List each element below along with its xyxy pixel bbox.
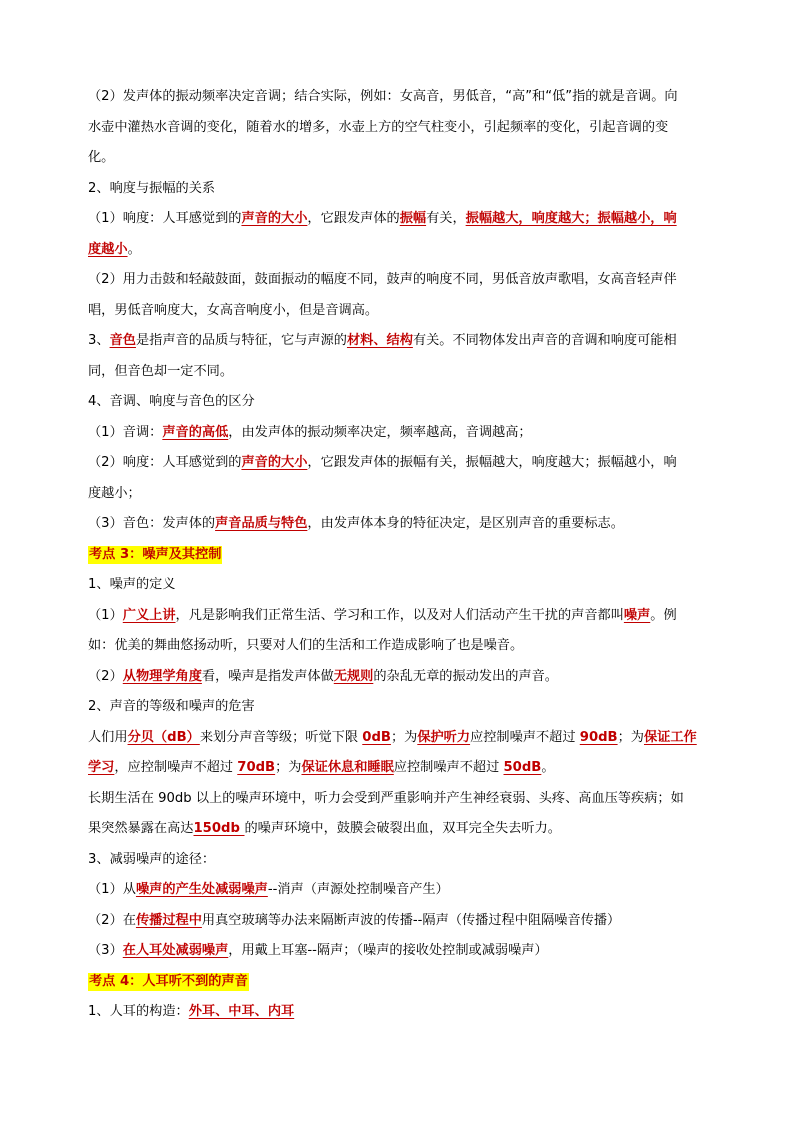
keyword: 无规则: [333, 668, 374, 684]
text: ，应控制噪声不超过: [114, 760, 238, 775]
levels-line-1: [88, 723, 710, 754]
keyword: 声音的高低: [162, 424, 229, 440]
text: （2）响度：人耳感觉到的: [88, 455, 242, 470]
text: （1）音调：: [88, 424, 163, 440]
diff-line-2: [88, 448, 710, 479]
timbre-line-2: 同，但音色却一定不同。: [88, 363, 234, 379]
keyword: 学习: [88, 760, 115, 775]
loudness-line-3: （2）用力击鼓和轻敲鼓面，鼓面振动的幅度不同，鼓声的响度不同，男低音放声歌唱，女高音轻声伴: [88, 272, 677, 287]
text: 应控制噪声不超过: [470, 729, 580, 745]
reduce-line-3: [88, 936, 710, 967]
noise-def-line-1: [88, 601, 710, 632]
text: （3）: [88, 943, 123, 958]
text: 来划分声音等级；听觉下限: [199, 729, 363, 745]
text: 。例: [650, 607, 677, 623]
text: ，它跟发声体的: [307, 211, 400, 226]
text: ，由发声体本身的特征决定，是区别声音的重要标志。: [307, 516, 624, 531]
text: 有关。不同物体发出声音的音调和响度可能相: [412, 333, 677, 348]
pitch-para-line-2: 水壶中灌热水音调的变化，随着水的增多，水壶上方的空气柱变小，引起频率的变化，引起音调的变: [88, 119, 669, 135]
diff-line-4: [88, 509, 710, 540]
noise-def-line-3: [88, 662, 710, 693]
text: 。: [541, 760, 555, 775]
loudness-title: 2、响度与振幅的关系: [88, 180, 216, 196]
text: 应控制噪声不超过: [393, 760, 504, 775]
text: （1）从: [88, 882, 136, 897]
diff-line-3: 度越小；: [88, 485, 141, 501]
text: ；为: [390, 729, 418, 745]
keyword: 分贝（dB）: [127, 729, 200, 745]
keyword: 150db: [193, 821, 245, 836]
keyword: 50dB: [503, 760, 542, 775]
keyword: 噪声: [623, 607, 651, 623]
keyword: 声音的大小: [241, 455, 308, 470]
section-label: 考点 3：噪声及其控制: [89, 546, 222, 562]
section-heading-kd4: [88, 967, 710, 998]
document-page: [88, 82, 710, 1028]
diff-line-1: [88, 418, 710, 449]
text: （1）: [88, 607, 123, 623]
diff-title: 4、音调、响度与音色的区分: [88, 394, 255, 409]
levels-title: 2、声音的等级和噪声的危害: [88, 699, 255, 714]
keyword: 声音品质与特色: [215, 516, 308, 531]
keyword: 90dB: [579, 729, 618, 745]
timbre-line-1: [88, 326, 710, 357]
noise-def-title: 1、噪声的定义: [88, 577, 176, 592]
keyword: 材料、结构: [346, 333, 413, 348]
keyword: 振幅越大，响度越大；振幅越小，响: [465, 211, 677, 226]
keyword: 0dB: [362, 729, 391, 745]
keyword: 在人耳处减弱噪声: [122, 943, 229, 958]
keyword: 度越小: [88, 241, 128, 257]
noise-def-line-2: 如：优美的舞曲悠扬动听，只要对人们的生活和工作造成影响了也是噪音。: [88, 638, 524, 653]
keyword: 音色: [109, 333, 136, 348]
text: 人们用: [88, 729, 128, 745]
text: 果突然暴露在高达: [88, 821, 194, 836]
text: ，用戴上耳塞--隔声；（噪声的接收处控制或减弱噪声）: [228, 943, 548, 958]
text: （1）响度：人耳感觉到的: [88, 211, 242, 226]
text: 用真空玻璃等办法来隔断声波的传播--隔声（传播过程中阻隔噪音传播）: [201, 912, 621, 928]
loudness-line-1: [88, 204, 710, 235]
keyword: 传播过程中: [135, 912, 202, 928]
reduce-title: 3、减弱噪声的途径：: [88, 851, 216, 867]
levels-line-4: [88, 814, 710, 845]
section-heading-kd3: [88, 540, 710, 571]
text: 。: [127, 241, 141, 257]
section-label: 考点 4：人耳听不到的声音: [89, 973, 248, 989]
loudness-line-4: 唱，男低音响度大，女高音响度小，但是音调高。: [88, 302, 379, 318]
keyword: 振幅: [399, 211, 427, 226]
keyword: 噪声的产生处减弱噪声: [135, 882, 268, 897]
levels-line-3: 长期生活在 90db 以上的噪声环境中，听力会受到严重影响并产生神经衰弱、头疼、高血压等疾病；如: [88, 790, 684, 806]
pitch-para-line-3: 化。: [88, 150, 115, 165]
text: （2）: [88, 668, 123, 684]
reduce-line-2: [88, 906, 710, 937]
text: 1、人耳的构造：: [88, 1004, 189, 1019]
text: 有关，: [426, 211, 466, 226]
keyword: 从物理学角度: [122, 668, 202, 684]
keyword: 声音的大小: [241, 211, 308, 226]
pitch-para-line-1: （2）发声体的振动频率决定音调；结合实际，例如：女高音，男低音，“高”和“低”指的就是音调。向: [88, 89, 678, 104]
text: （2）在: [88, 912, 136, 928]
levels-line-2: [88, 753, 710, 784]
text: --消声（声源处控制噪音产生）: [267, 882, 449, 897]
text: ，凡是影响我们正常生活、学习和工作，以及对人们活动产生干扰的声音都叫: [175, 607, 624, 623]
text: 是指声音的品质与特征，它与声源的: [135, 333, 347, 348]
keyword: 外耳、中耳、内耳: [188, 1004, 295, 1019]
reduce-line-1: [88, 875, 710, 906]
keyword: 保证休息和睡眠: [301, 760, 394, 775]
loudness-line-2: [88, 235, 710, 266]
text: ；为: [275, 760, 302, 775]
text: ，由发声体的振动频率决定，频率越高，音调越高；: [228, 424, 532, 440]
keyword: 保证工作: [643, 729, 697, 745]
text: ，它跟发声体的振幅有关，振幅越大，响度越大；振幅越小，响: [307, 455, 677, 470]
text: ；为: [617, 729, 644, 745]
keyword: 广义上讲: [122, 607, 176, 623]
text: 的杂乱无章的振动发出的声音。: [373, 668, 558, 684]
ear-structure-line: [88, 997, 710, 1028]
text: （3）音色：发声体的: [88, 516, 216, 531]
text: 看，噪声是指发声体做: [201, 668, 334, 684]
text: 的噪声环境中，鼓膜会破裂出血，双耳完全失去听力。: [244, 821, 561, 836]
keyword: 保护听力: [417, 729, 471, 745]
keyword: 70dB: [237, 760, 276, 775]
text: 3、: [88, 333, 110, 348]
